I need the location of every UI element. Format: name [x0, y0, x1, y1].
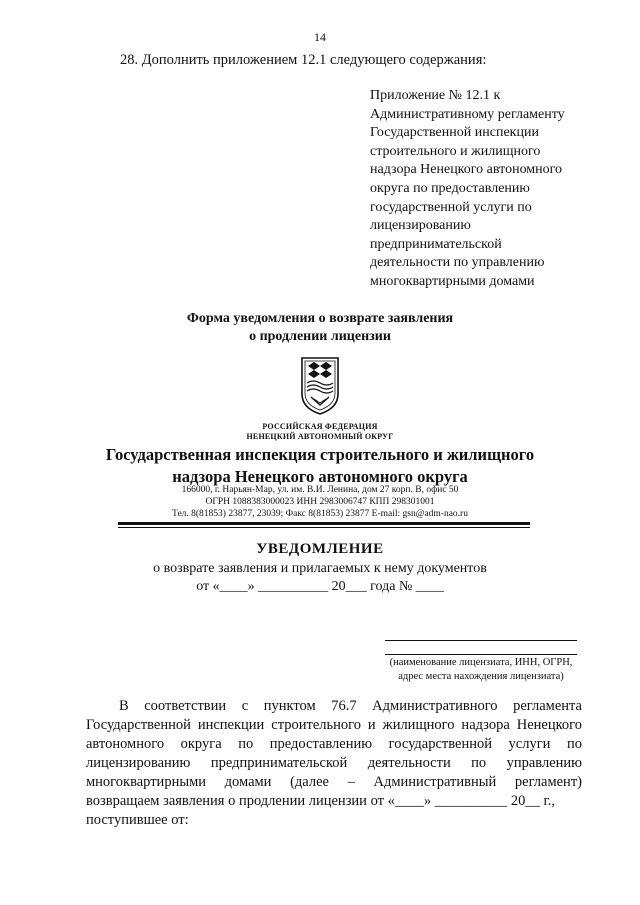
addressee-line	[385, 654, 577, 655]
organization-name-line: Государственная инспекция строительного и жилищного	[105, 445, 535, 464]
coat-of-arms-icon	[300, 356, 340, 416]
organization-name	[0, 444, 640, 488]
appendix-line: предпринимательской	[370, 236, 502, 252]
amendment-item: 28. Дополнить приложением 12.1 следующего содержания:	[120, 52, 487, 68]
body-paragraph: В соответствии с пунктом 76.7 Административного регламента Государственной инспекции строительного и жилищного надзора Ненецкого автономного округа по предоставлению государственной услуги по лицензированию предпринимательской деятельности по управлению многоквартирными домами (далее – Административный регламент) возвращаем заявления о продлении лицензии от «____» __________ 20__ г.,	[86, 698, 582, 809]
form-title	[0, 310, 640, 346]
appendix-line: округа по предоставлению	[370, 180, 530, 196]
addressee-caption-line: (наименование лицензиата, ИНН, ОГРН,	[389, 657, 573, 668]
notice-title: УВЕДОМЛЕНИЕ	[256, 541, 384, 557]
form-title-line: о продлении лицензии	[249, 329, 391, 344]
org-address: 166000, г. Нарьян-Мар, ул. им. В.И. Ленина, дом 27 корп. В, офис 50	[181, 485, 459, 495]
org-region: НЕНЕЦКИЙ АВТОНОМНЫЙ ОКРУГ	[246, 432, 394, 441]
org-contacts: Тел. 8(81853) 23877, 23039; Факс 8(81853) 23877 E-mail: gsn@adm-nao.ru	[172, 509, 468, 519]
notice-date-line: от «____» __________ 20___ года № ____	[196, 579, 444, 594]
appendix-line: Государственной инспекции	[370, 125, 539, 141]
org-federation: РОССИЙСКАЯ ФЕДЕРАЦИЯ	[262, 422, 378, 431]
appendix-reference	[370, 87, 600, 292]
org-registration: ОГРН 1088383000023 ИНН 2983006747 КПП 298301001	[205, 497, 435, 507]
notice-subtitle: о возврате заявления и прилагаемых к нему документов	[153, 561, 487, 576]
addressee-line	[385, 640, 577, 641]
letterhead-divider	[118, 522, 530, 525]
letterhead-divider-thin	[118, 527, 530, 528]
organization-name-line: надзора Ненецкого автономного округа	[172, 467, 468, 486]
form-title-line: Форма уведомления о возврате заявления	[186, 311, 454, 326]
addressee-caption-line: адрес места нахождения лицензиата)	[398, 671, 564, 682]
page-number: 14	[314, 30, 326, 44]
appendix-line: Приложение № 12.1 к	[370, 88, 501, 103]
notice-body	[86, 697, 582, 830]
appendix-line: лицензированию	[370, 218, 471, 234]
appendix-line: Административному регламенту	[370, 106, 565, 122]
addressee-caption	[380, 656, 582, 684]
appendix-line: многоквартирными домами	[370, 273, 535, 289]
appendix-line: строительного и жилищного	[370, 143, 541, 159]
appendix-line: деятельности по управлению	[370, 255, 545, 271]
appendix-line: государственной услуги по	[370, 199, 532, 215]
body-tail: поступившее от:	[86, 812, 189, 828]
appendix-line: надзора Ненецкого автономного	[370, 162, 563, 178]
